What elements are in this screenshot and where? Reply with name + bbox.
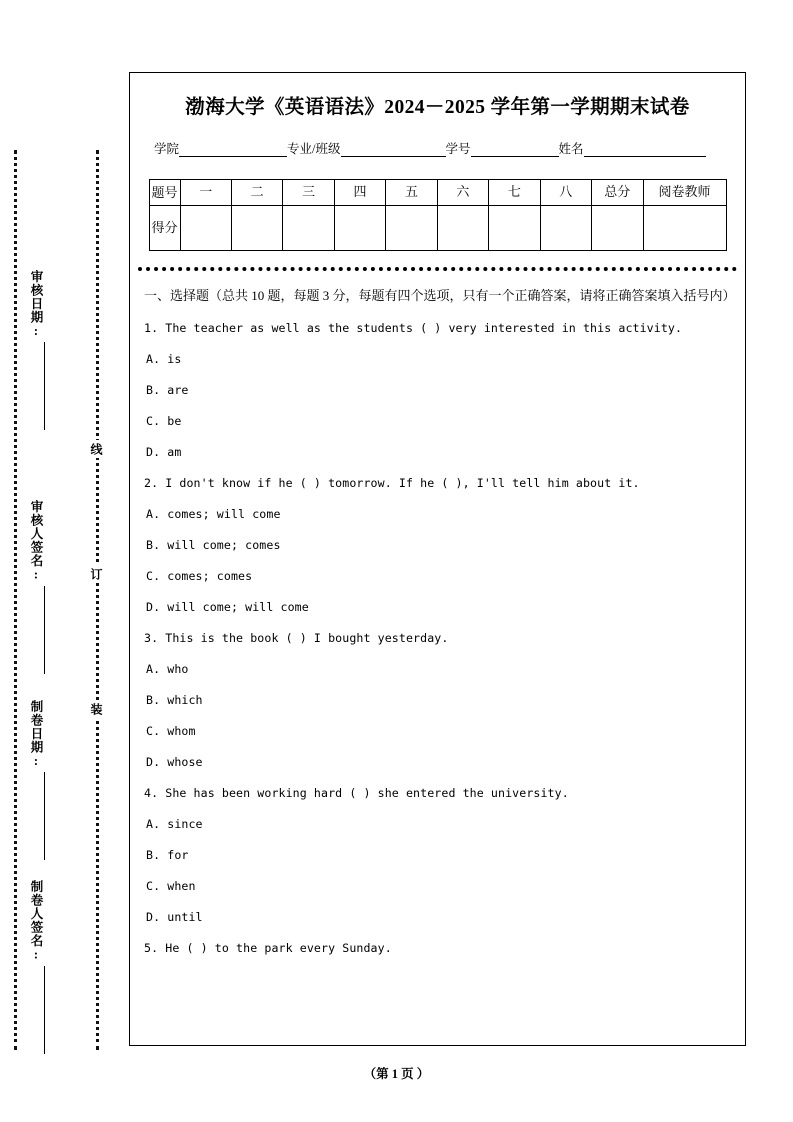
review-date-label — [27, 270, 45, 430]
left-margin-binding-area — [0, 0, 125, 1122]
score-col-4: 四 — [334, 180, 385, 206]
question-stem: 2. I don't know if he ( ) tomorrow. If he ( ), I'll tell him about it. — [144, 475, 640, 490]
fold-mark-bind: 订 — [88, 565, 105, 583]
question-option[interactable]: D. until — [146, 909, 203, 924]
score-cell-2[interactable] — [231, 206, 282, 251]
section-divider — [138, 267, 737, 271]
paper-maker-signature-rule — [44, 966, 45, 1054]
question-option[interactable]: A. is — [146, 351, 182, 366]
question-option[interactable]: A. comes; will come — [146, 506, 281, 521]
score-cell-3[interactable] — [283, 206, 334, 251]
paper-date-text: 制卷日期: — [29, 700, 43, 769]
review-date-rule — [44, 342, 45, 430]
question-option[interactable]: B. are — [146, 382, 189, 397]
question-area — [144, 285, 736, 963]
row-header-score: 得分 — [149, 206, 180, 251]
question-option[interactable]: B. for — [146, 847, 189, 862]
score-col-7: 七 — [489, 180, 540, 206]
score-col-8: 八 — [540, 180, 591, 206]
page-title: 渤海大学《英语语法》2024－2025 学年第一学期期末试卷 — [185, 97, 690, 118]
field-name-label: 姓名 — [558, 142, 584, 156]
student-identity-fields — [154, 139, 733, 157]
paper-date-label — [27, 700, 45, 860]
score-cell-1[interactable] — [180, 206, 231, 251]
binding-dotted-line-inner — [96, 150, 99, 1050]
reviewer-signature-rule — [44, 586, 45, 674]
question-option[interactable]: A. who — [146, 661, 189, 676]
score-col-2: 二 — [231, 180, 282, 206]
question-stem: 1. The teacher as well as the students ( ) very interested in this activity. — [144, 320, 683, 335]
field-major-class — [287, 139, 445, 157]
field-college-input[interactable] — [179, 143, 287, 157]
review-date-text: 审核日期: — [29, 270, 43, 339]
field-student-id-input[interactable] — [471, 143, 559, 157]
score-cell-total[interactable] — [592, 206, 644, 251]
paper-date-rule — [44, 772, 45, 860]
reviewer-signature-label — [27, 500, 45, 674]
binding-dotted-line-outer — [14, 150, 17, 1050]
fold-mark-line: 线 — [88, 440, 105, 458]
field-name-input[interactable] — [584, 143, 706, 157]
question-option[interactable]: A. since — [146, 816, 203, 831]
question-option[interactable]: C. be — [146, 413, 182, 428]
question-option[interactable]: C. when — [146, 878, 196, 893]
paper-maker-signature-label — [27, 880, 45, 1054]
question-stem: 4. She has been working hard ( ) she entered the university. — [144, 785, 569, 800]
section-instruction: 一、选择题（总共 10 题，每题 3 分，每题有四个选项，只有一个正确答案，请将正确答案填入括号内） — [144, 288, 736, 303]
field-student-id-label: 学号 — [445, 142, 471, 156]
score-cell-grader[interactable] — [643, 206, 726, 251]
score-col-1: 一 — [180, 180, 231, 206]
reviewer-signature-text: 审核人签名: — [29, 500, 43, 583]
score-col-total: 总分 — [592, 180, 644, 206]
question-stem: 5. He ( ) to the park every Sunday. — [144, 940, 392, 955]
field-name — [559, 139, 706, 157]
score-table — [149, 179, 727, 251]
exam-paper-sheet — [129, 72, 746, 1046]
score-cell-8[interactable] — [540, 206, 591, 251]
score-col-5: 五 — [386, 180, 437, 206]
score-col-grader: 阅卷教师 — [643, 180, 726, 206]
question-option[interactable]: D. am — [146, 444, 182, 459]
question-option[interactable]: C. whom — [146, 723, 196, 738]
score-col-6: 六 — [437, 180, 488, 206]
score-cell-6[interactable] — [437, 206, 488, 251]
question-option[interactable]: C. comes; comes — [146, 568, 253, 583]
fold-mark-seal: 装 — [88, 700, 105, 718]
table-row-question-numbers — [149, 180, 726, 206]
row-header-question-number: 题号 — [149, 180, 180, 206]
question-option[interactable]: B. which — [146, 692, 203, 707]
field-college — [154, 139, 287, 157]
question-stem: 3. This is the book ( ) I bought yesterday. — [144, 630, 449, 645]
score-cell-7[interactable] — [489, 206, 540, 251]
field-student-id — [446, 139, 559, 157]
field-major-class-label: 专业/班级 — [287, 142, 341, 156]
page-footer: （第 1 页 ） — [363, 1067, 430, 1081]
question-option[interactable]: D. whose — [146, 754, 203, 769]
paper-maker-signature-text: 制卷人签名: — [29, 880, 43, 963]
field-major-class-input[interactable] — [341, 143, 446, 157]
score-cell-4[interactable] — [334, 206, 385, 251]
field-college-label: 学院 — [154, 142, 180, 156]
question-option[interactable]: B. will come; comes — [146, 537, 281, 552]
question-option[interactable]: D. will come; will come — [146, 599, 309, 614]
score-cell-5[interactable] — [386, 206, 437, 251]
table-row-scores — [149, 206, 726, 251]
score-col-3: 三 — [283, 180, 334, 206]
